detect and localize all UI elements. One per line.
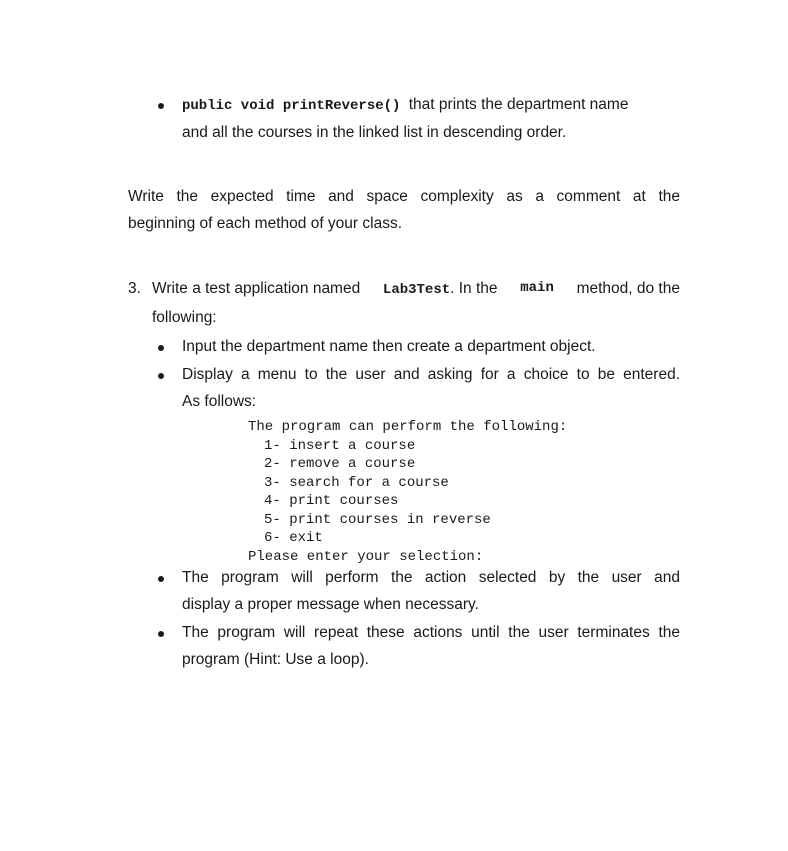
bullet-dot: [158, 576, 164, 582]
menu-prompt: Please enter your selection:: [248, 549, 484, 565]
bullet-dot: [158, 103, 164, 109]
item3-number: 3.: [128, 280, 141, 297]
bullet-dot: [158, 631, 164, 637]
bullet-menu-line1: Display a menu to the user and asking for a choice to be entered.: [182, 366, 680, 383]
menu-option: 3- search for a course: [264, 475, 449, 491]
menu-option: 5- print courses in reverse: [264, 512, 491, 528]
item3-method-name: main: [520, 280, 554, 296]
print-reverse-desc: that prints the department name: [408, 96, 629, 113]
complexity-note-line2: beginning of each method of your class.: [128, 215, 403, 232]
print-reverse-signature: public void printReverse(): [182, 98, 401, 114]
bullet-repeat-line2: program (Hint: Use a loop).: [182, 651, 369, 668]
item3-text-after: method, do the: [576, 280, 680, 297]
item3-line1: [152, 280, 680, 298]
bullet-repeat-line1: The program will repeat these actions until the user terminates the: [182, 624, 680, 641]
bullet-perform-line1: The program will perform the action selected by the user and: [182, 569, 680, 586]
menu-option: 4- print courses: [264, 493, 399, 509]
item3-class-name: Lab3Test: [382, 282, 451, 298]
menu-option: 2- remove a course: [264, 456, 416, 472]
print-reverse-line1: [182, 96, 628, 114]
print-reverse-line2: and all the courses in the linked list in descending order.: [182, 124, 567, 141]
item3-text-before: Write a test application named: [152, 280, 361, 297]
menu-header: The program can perform the following:: [248, 419, 568, 435]
menu-option: 6- exit: [264, 530, 323, 546]
bullet-input-dept: Input the department name then create a department object.: [182, 338, 596, 355]
bullet-perform-line2: display a proper message when necessary.: [182, 596, 479, 613]
bullet-dot: [158, 373, 164, 379]
item3-line2: following:: [152, 309, 217, 326]
complexity-note-line1: Write the expected time and space complexity as a comment at the: [128, 188, 680, 205]
item3-class-wrap: [383, 280, 498, 298]
bullet-dot: [158, 345, 164, 351]
item3-text-between: . In the: [450, 280, 498, 297]
bullet-menu-line2: As follows:: [182, 393, 257, 410]
menu-option: 1- insert a course: [264, 438, 416, 454]
